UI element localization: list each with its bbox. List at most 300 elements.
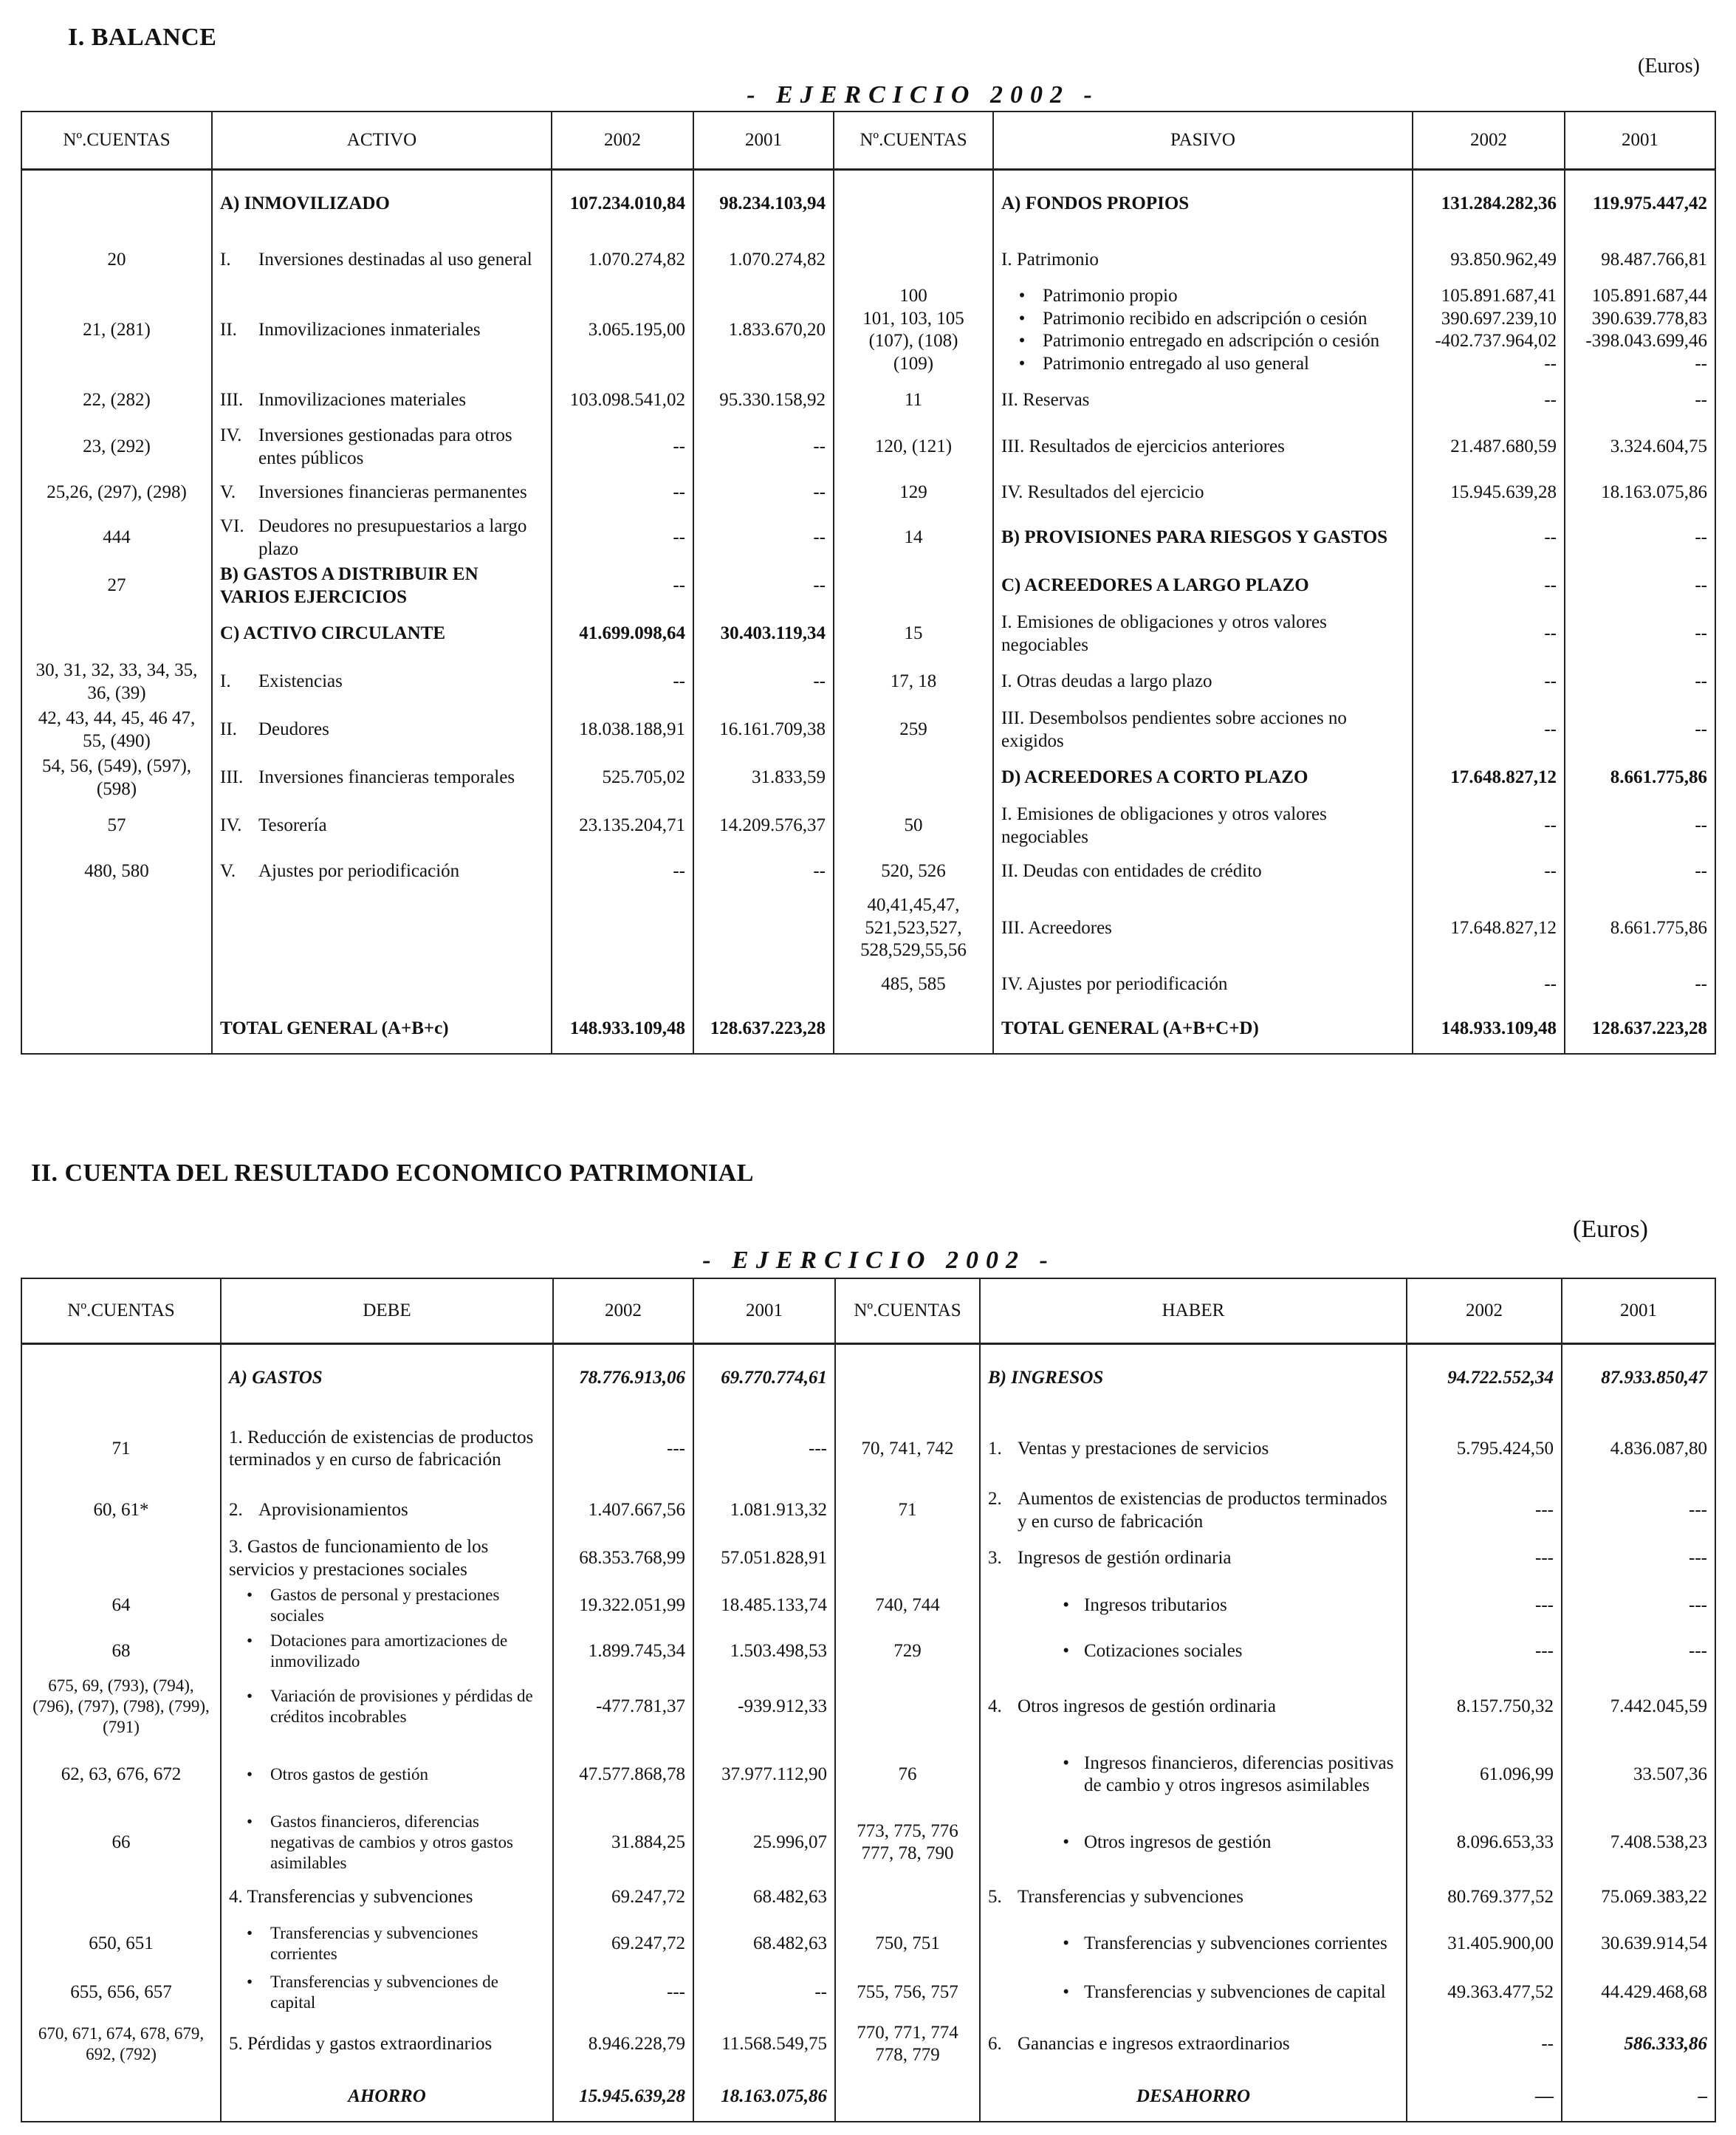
pasivo-label: III. Resultados de ejercicios anteriores	[993, 423, 1413, 471]
col-pasivo-2002: 2002	[1413, 112, 1565, 169]
bullet-icon: •	[246, 1585, 253, 1604]
empty-cell	[212, 893, 552, 964]
value-2001: 119.975.447,42	[1565, 169, 1715, 237]
debe-2001: 68.482,63	[693, 1875, 835, 1919]
roman-numeral: IV.	[220, 425, 242, 445]
cuentas: 21, (281)	[21, 283, 212, 377]
debe-cuentas: 71	[21, 1411, 221, 1487]
table-row	[21, 1487, 1715, 1535]
debe-2001: 57.051.828,91	[693, 1535, 835, 1583]
bullet-icon: •	[246, 1687, 253, 1706]
haber-2002: 61.096,99	[1407, 1739, 1562, 1810]
bullet-icon: •	[246, 1973, 253, 1992]
debe-label	[221, 1583, 553, 1628]
roman-numeral: II.	[220, 319, 237, 340]
empty-cell	[552, 964, 693, 1005]
haber-cuentas: 729	[835, 1628, 980, 1674]
value-2002: 41.699.098,64	[552, 610, 693, 658]
label-text: Inmovilizaciones inmateriales	[258, 319, 481, 340]
debe-2001: --	[693, 1968, 835, 2017]
table-row	[21, 1674, 1715, 1739]
debe-label	[221, 1487, 553, 1535]
value-2002: 23.135.204,71	[552, 802, 693, 850]
bullet-icon: •	[1063, 1831, 1069, 1852]
table-row	[21, 169, 1715, 237]
bullet-icon: •	[246, 1812, 253, 1831]
label-text: Ingresos tributarios	[1084, 1594, 1227, 1615]
haber-2002: 94.722.552,34	[1407, 1343, 1562, 1411]
value-2002: --	[1413, 658, 1565, 706]
cuentas: 520, 526	[834, 850, 993, 893]
haber-2002: 8.096.653,33	[1407, 1810, 1562, 1875]
value-2001: --	[1695, 353, 1707, 374]
balance-header-row	[21, 112, 1715, 169]
debe-label	[221, 1628, 553, 1674]
table-row	[21, 1628, 1715, 1674]
debe-2002: 69.247,72	[553, 1919, 693, 1968]
activo-label	[212, 423, 552, 471]
col-activo-2002: 2002	[552, 112, 693, 169]
cuentas: 22, (282)	[21, 377, 212, 423]
activo-label	[212, 237, 552, 283]
value-2001: --	[1565, 377, 1715, 423]
activo-label	[212, 471, 552, 514]
label-text: Ganancias e ingresos extraordinarios	[1018, 2034, 1290, 2055]
haber-label	[980, 1968, 1407, 2017]
value-2001: 98.234.103,94	[693, 169, 834, 237]
desahorro-label: DESAHORRO	[980, 2071, 1407, 2122]
value-2001: --	[1565, 850, 1715, 893]
balance-units: (Euros)	[1638, 55, 1700, 78]
pasivo-label-stack	[993, 283, 1413, 377]
haber-2002: --	[1407, 2017, 1562, 2071]
debe-2002: 1.407.667,56	[553, 1487, 693, 1535]
bullet-icon: •	[246, 1924, 253, 1943]
debe-label	[221, 1739, 553, 1810]
activo-label: A) INMOVILIZADO	[212, 169, 552, 237]
debe-cuentas: 64	[21, 1583, 221, 1628]
label-text: Patrimonio entregado en adscripción o cesión	[1043, 331, 1380, 351]
debe-cuentas: 66	[21, 1810, 221, 1875]
value-2001: 3.324.604,75	[1565, 423, 1715, 471]
col-pasivo: PASIVO	[993, 112, 1413, 169]
value-2002: 105.891.687,41	[1441, 286, 1557, 306]
value-2002: --	[552, 562, 693, 610]
value-2001: 8.661.775,86	[1565, 893, 1715, 964]
resultado-title: II. CUENTA DEL RESULTADO ECONOMICO PATRIMONIAL	[31, 1159, 754, 1187]
haber-cuentas: 755, 756, 757	[835, 1968, 980, 2017]
label-text: Gastos financieros, diferencias negativas de cambios y otros gastos asimilables	[270, 1812, 513, 1873]
haber-label	[980, 1583, 1407, 1628]
roman-numeral: VI.	[220, 516, 244, 536]
haber-2002: 8.157.750,32	[1407, 1674, 1562, 1739]
activo-label: B) GASTOS A DISTRIBUIR EN VARIOS EJERCICIOS	[212, 562, 552, 610]
table-row	[21, 423, 1715, 471]
debe-label	[221, 1919, 553, 1968]
activo-label	[212, 706, 552, 754]
cuentas	[21, 610, 212, 658]
value-2001: 1.070.274,82	[693, 237, 834, 283]
item-number: 2.	[229, 1500, 243, 1521]
haber-2001: ---	[1562, 1487, 1715, 1535]
value-2001: -398.043.699,46	[1585, 331, 1707, 351]
ahorro-label: AHORRO	[221, 2071, 553, 2122]
bullet-icon: •	[1063, 1982, 1069, 2003]
debe-cuentas: 60, 61*	[21, 1487, 221, 1535]
label-text: Aprovisionamientos	[258, 1500, 408, 1521]
value-2001: --	[1565, 964, 1715, 1005]
label-text: Ajustes por periodificación	[258, 860, 460, 881]
value-2002: 15.945.639,28	[1413, 471, 1565, 514]
balance-table	[21, 111, 1716, 1055]
label-text: Inversiones destinadas al uso general	[258, 249, 532, 270]
resultado-units: (Euros)	[1573, 1216, 1648, 1243]
value-2002: --	[552, 514, 693, 562]
haber-label	[980, 1875, 1407, 1919]
value-2002: 93.850.962,49	[1413, 237, 1565, 283]
cuentas: (109)	[893, 353, 934, 374]
cuentas: 25,26, (297), (298)	[21, 471, 212, 514]
cuentas: 120, (121)	[834, 423, 993, 471]
total-pasivo-2002: 148.933.109,48	[1413, 1005, 1565, 1054]
value-2002: 107.234.010,84	[552, 169, 693, 237]
haber-2001: 7.442.045,59	[1562, 1674, 1715, 1739]
label-text: Otros ingresos de gestión	[1084, 1831, 1272, 1852]
debe-label	[221, 1674, 553, 1739]
value-2002: --	[1413, 514, 1565, 562]
debe-label	[221, 1810, 553, 1875]
haber-2001: ---	[1562, 1535, 1715, 1583]
bullet-icon: •	[1063, 1752, 1069, 1773]
haber-label	[980, 2017, 1407, 2071]
col-cuentas-haber: Nº.CUENTAS	[835, 1278, 980, 1343]
result-row	[21, 2071, 1715, 2122]
label-text: Gastos de personal y prestaciones sociales	[270, 1585, 500, 1625]
value-2001: --	[693, 658, 834, 706]
table-row	[21, 706, 1715, 754]
col-activo: ACTIVO	[212, 112, 552, 169]
haber-label	[980, 1810, 1407, 1875]
item-number: 2.	[988, 1489, 1002, 1509]
haber-2001: ---	[1562, 1583, 1715, 1628]
haber-label	[980, 1411, 1407, 1487]
cuentas: 17, 18	[834, 658, 993, 706]
ahorro-2002: 15.945.639,28	[553, 2071, 693, 2122]
label-text: Deudores	[258, 719, 329, 740]
value-2002: --	[1413, 706, 1565, 754]
haber-2001: 586.333,86	[1562, 2017, 1715, 2071]
debe-2001: 11.568.549,75	[693, 2017, 835, 2071]
haber-cuentas: 70, 741, 742	[835, 1411, 980, 1487]
label-text: Deudores no presupuestarios a largo plazo	[258, 516, 527, 559]
bullet-icon: •	[1063, 1640, 1069, 1661]
table-row	[21, 1968, 1715, 2017]
value-2001: --	[693, 850, 834, 893]
empty-cell	[835, 1343, 980, 1411]
resultado-ejercicio: - EJERCICIO 2002 -	[702, 1247, 1055, 1274]
total-row	[21, 1005, 1715, 1054]
col-pasivo-2001: 2001	[1565, 112, 1715, 169]
label-text: Transferencias y subvenciones de capital	[1084, 1982, 1386, 2003]
cuentas: (107), (108)	[868, 331, 958, 351]
col-haber-2001: 2001	[1562, 1278, 1715, 1343]
debe-2002: 31.884,25	[553, 1810, 693, 1875]
debe-2001: 18.485.133,74	[693, 1583, 835, 1628]
debe-2001: ---	[693, 1411, 835, 1487]
cuentas: 23, (292)	[21, 423, 212, 471]
label-text: Cotizaciones sociales	[1084, 1640, 1243, 1661]
table-row	[21, 1919, 1715, 1968]
debe-2002: 8.946.228,79	[553, 2017, 693, 2071]
total-activo-label: TOTAL GENERAL (A+B+c)	[212, 1005, 552, 1054]
table-row	[21, 1535, 1715, 1583]
pasivo-label: I. Emisiones de obligaciones y otros valores negociables	[993, 802, 1413, 850]
value-2002: --	[1413, 562, 1565, 610]
value-2001: --	[1565, 658, 1715, 706]
label-text: Tesorería	[258, 815, 327, 836]
label-text: Otros gastos de gestión	[270, 1765, 429, 1784]
haber-label: B) INGRESOS	[980, 1343, 1407, 1411]
resultado-table	[21, 1278, 1716, 2122]
table-row	[21, 964, 1715, 1005]
activo-label	[212, 802, 552, 850]
cuentas: 20	[21, 237, 212, 283]
value-2001: --	[1565, 802, 1715, 850]
total-activo-2001: 128.637.223,28	[693, 1005, 834, 1054]
table-row	[21, 283, 1715, 377]
pasivo-label: I. Otras deudas a largo plazo	[993, 658, 1413, 706]
activo-label	[212, 283, 552, 377]
cuentas	[834, 169, 993, 237]
haber-2001: 7.408.538,23	[1562, 1810, 1715, 1875]
label-text: Ventas y prestaciones de servicios	[1018, 1438, 1269, 1459]
roman-numeral: V.	[220, 860, 236, 881]
label-text: Aumentos de existencias de productos terminados y en curso de fabricación	[1018, 1489, 1387, 1532]
value-2002: 390.697.239,10	[1441, 308, 1557, 329]
bullet-icon: •	[1018, 353, 1026, 374]
desahorro-2002: —	[1407, 2071, 1562, 2122]
debe-label: 5. Pérdidas y gastos extraordinarios	[221, 2017, 553, 2071]
debe-cuentas: 62, 63, 676, 672	[21, 1739, 221, 1810]
cuentas: 42, 43, 44, 45, 46 47, 55, (490)	[21, 706, 212, 754]
value-2002: --	[552, 850, 693, 893]
debe-cuentas	[21, 1535, 221, 1583]
value-2001: --	[1565, 706, 1715, 754]
label-text: Transferencias y subvenciones de capital	[270, 1973, 498, 2012]
col-debe-2002: 2002	[553, 1278, 693, 1343]
label-text: Variación de provisiones y pérdidas de créditos incobrables	[270, 1687, 533, 1727]
cuentas: 485, 585	[834, 964, 993, 1005]
value-2002: --	[552, 471, 693, 514]
value-2001: --	[693, 471, 834, 514]
cuentas: 54, 56, (549), (597), (598)	[21, 754, 212, 802]
desahorro-2001: –	[1562, 2071, 1715, 2122]
cuentas: 100	[899, 286, 927, 306]
value-2002: --	[552, 423, 693, 471]
table-row	[21, 1411, 1715, 1487]
haber-label	[980, 1739, 1407, 1810]
pasivo-label: IV. Ajustes por periodificación	[993, 964, 1413, 1005]
haber-2001: 30.639.914,54	[1562, 1919, 1715, 1968]
activo-label	[212, 514, 552, 562]
item-number: 5.	[988, 1887, 1002, 1908]
col-debe: DEBE	[221, 1278, 553, 1343]
bullet-icon: •	[1063, 1594, 1069, 1615]
activo-label: C) ACTIVO CIRCULANTE	[212, 610, 552, 658]
cuentas: 14	[834, 514, 993, 562]
debe-2001: 37.977.112,90	[693, 1739, 835, 1810]
empty-cell	[693, 893, 834, 964]
empty-cell	[21, 2071, 221, 2122]
value-2001: --	[693, 514, 834, 562]
balance-title: I. BALANCE	[68, 24, 217, 51]
pasivo-label: I. Patrimonio	[993, 237, 1413, 283]
debe-2002: 47.577.868,78	[553, 1739, 693, 1810]
haber-2002: 5.795.424,50	[1407, 1411, 1562, 1487]
haber-label	[980, 1535, 1407, 1583]
table-row	[21, 562, 1715, 610]
haber-cuentas	[835, 1875, 980, 1919]
value-2001: 105.891.687,44	[1591, 286, 1707, 306]
pasivo-label: III. Desembolsos pendientes sobre acciones no exigidos	[993, 706, 1413, 754]
empty-cell	[693, 964, 834, 1005]
cuentas	[834, 754, 993, 802]
value-2001: 16.161.709,38	[693, 706, 834, 754]
haber-label	[980, 1674, 1407, 1739]
table-row	[21, 754, 1715, 802]
label-text: Patrimonio propio	[1043, 286, 1178, 306]
value-2002: --	[1413, 850, 1565, 893]
empty-cell	[21, 1343, 221, 1411]
haber-2001: 33.507,36	[1562, 1739, 1715, 1810]
haber-label	[980, 1919, 1407, 1968]
debe-2002: 19.322.051,99	[553, 1583, 693, 1628]
value-stack-2002	[1413, 283, 1565, 377]
table-row	[21, 471, 1715, 514]
debe-label: 4. Transferencias y subvenciones	[221, 1875, 553, 1919]
total-pasivo-label: TOTAL GENERAL (A+B+C+D)	[993, 1005, 1413, 1054]
label-text: Inversiones financieras permanentes	[258, 482, 527, 502]
haber-2001: 87.933.850,47	[1562, 1343, 1715, 1411]
pasivo-label: D) ACREEDORES A CORTO PLAZO	[993, 754, 1413, 802]
item-number: 4.	[988, 1696, 1002, 1716]
haber-label	[980, 1487, 1407, 1535]
debe-cuentas: 655, 656, 657	[21, 1968, 221, 2017]
table-row	[21, 377, 1715, 423]
empty-cell	[212, 964, 552, 1005]
bullet-icon: •	[1018, 286, 1026, 306]
value-2001: 18.163.075,86	[1565, 471, 1715, 514]
debe-2001: 1.503.498,53	[693, 1628, 835, 1674]
haber-cuentas: 750, 751	[835, 1919, 980, 1968]
col-haber-2002: 2002	[1407, 1278, 1562, 1343]
haber-cuentas	[835, 1535, 980, 1583]
label-text: Existencias	[258, 671, 343, 692]
value-2002: 18.038.188,91	[552, 706, 693, 754]
debe-label: 3. Gastos de funcionamiento de los servicios y prestaciones sociales	[221, 1535, 553, 1583]
pasivo-label: II. Reservas	[993, 377, 1413, 423]
label-text: Inversiones financieras temporales	[258, 767, 515, 788]
value-2001: 14.209.576,37	[693, 802, 834, 850]
table-row	[21, 237, 1715, 283]
haber-2002: 49.363.477,52	[1407, 1968, 1562, 2017]
cuentas	[834, 237, 993, 283]
col-debe-2001: 2001	[693, 1278, 835, 1343]
haber-2001: ---	[1562, 1628, 1715, 1674]
cuentas: 50	[834, 802, 993, 850]
ahorro-2001: 18.163.075,86	[693, 2071, 835, 2122]
cuentas: 57	[21, 802, 212, 850]
debe-cuentas: 650, 651	[21, 1919, 221, 1968]
debe-2002: 68.353.768,99	[553, 1535, 693, 1583]
table-row	[21, 1583, 1715, 1628]
value-2002: --	[1544, 353, 1557, 374]
cuentas: 444	[21, 514, 212, 562]
activo-label	[212, 754, 552, 802]
item-number: 3.	[988, 1548, 1002, 1569]
table-row	[21, 514, 1715, 562]
bullet-icon: •	[1018, 331, 1026, 351]
table-row	[21, 658, 1715, 706]
haber-cuentas: 71	[835, 1487, 980, 1535]
value-2001: 390.639.778,83	[1591, 308, 1707, 329]
debe-2001: 68.482,63	[693, 1919, 835, 1968]
cuentas-stack	[834, 283, 993, 377]
empty-cell	[21, 964, 212, 1005]
activo-label	[212, 658, 552, 706]
haber-cuentas: 76	[835, 1739, 980, 1810]
debe-label: 1. Reducción de existencias de productos terminados y en curso de fabricación	[221, 1411, 553, 1487]
cuentas: 101, 103, 105	[862, 308, 964, 329]
haber-label	[980, 1628, 1407, 1674]
label-text: Inmovilizaciones materiales	[258, 389, 467, 410]
value-2001: --	[1565, 610, 1715, 658]
haber-2002: ---	[1407, 1535, 1562, 1583]
label-text: Transferencias y subvenciones	[1018, 1887, 1243, 1908]
table-row	[21, 1739, 1715, 1810]
roman-numeral: IV.	[220, 815, 242, 836]
cuentas	[21, 169, 212, 237]
table-row	[21, 802, 1715, 850]
col-cuentas-activo: Nº.CUENTAS	[21, 112, 212, 169]
total-pasivo-2001: 128.637.223,28	[1565, 1005, 1715, 1054]
debe-cuentas: 68	[21, 1628, 221, 1674]
empty-cell	[21, 893, 212, 964]
value-2001: --	[693, 423, 834, 471]
label-text: Ingresos de gestión ordinaria	[1018, 1548, 1232, 1569]
debe-2001: -939.912,33	[693, 1674, 835, 1739]
balance-ejercicio: - EJERCICIO 2002 -	[747, 81, 1099, 109]
value-2002: --	[1413, 802, 1565, 850]
table-row	[21, 2017, 1715, 2071]
debe-2002: 1.899.745,34	[553, 1628, 693, 1674]
table-row	[21, 1875, 1715, 1919]
value-stack-2001	[1565, 283, 1715, 377]
debe-2001: 25.996,07	[693, 1810, 835, 1875]
empty-cell	[21, 1005, 212, 1054]
col-activo-2001: 2001	[693, 112, 834, 169]
pasivo-label: III. Acreedores	[993, 893, 1413, 964]
roman-numeral: I.	[220, 249, 231, 270]
value-2001: 1.833.670,20	[693, 283, 834, 377]
cuentas: 15	[834, 610, 993, 658]
debe-2002: ---	[553, 1411, 693, 1487]
empty-cell	[835, 2071, 980, 2122]
debe-2002: 78.776.913,06	[553, 1343, 693, 1411]
haber-2002: 31.405.900,00	[1407, 1919, 1562, 1968]
table-row	[21, 1343, 1715, 1411]
label-text: Dotaciones para amortizaciones de inmovilizado	[270, 1631, 508, 1670]
